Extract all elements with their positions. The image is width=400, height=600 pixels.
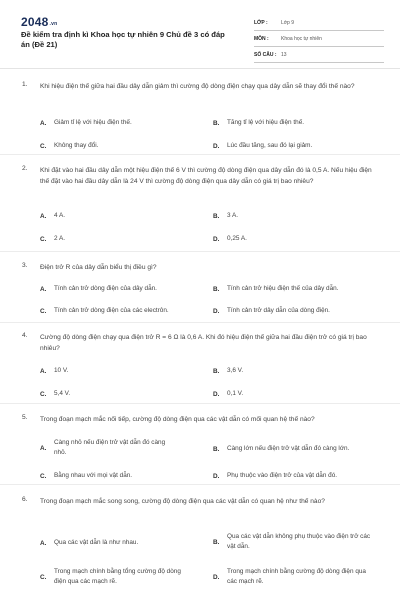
option-a[interactable] <box>40 538 208 548</box>
option-text: Tính cản trở dòng điện của các electrôn. <box>54 307 169 314</box>
option-a[interactable] <box>40 438 170 458</box>
option-text: Phụ thuộc vào điện trở của vật dẫn đó. <box>227 472 338 479</box>
question-text: Khi hiệu điện thế giữa hai đầu dây dẫn giảm thì cường độ dòng điện chạy qua dây dẫn sẽ thay đổi thế nào? <box>40 83 355 90</box>
option-letter: C. <box>40 307 47 315</box>
exam-info-panel <box>254 15 384 63</box>
option-b[interactable] <box>213 532 383 552</box>
option-d[interactable] <box>213 389 378 399</box>
option-d[interactable] <box>213 471 393 481</box>
option-a[interactable] <box>40 118 208 128</box>
header-divider <box>0 68 400 69</box>
option-letter: D. <box>213 390 220 398</box>
question-text: Trong đoạn mạch mắc song song, cường độ dòng điện qua các vật dẫn có quan hệ như thế nào? <box>40 498 325 505</box>
option-text: Càng nhỏ nếu điện trở vật dẫn đó càng nhỏ. <box>54 439 166 456</box>
option-letter: C. <box>40 235 47 243</box>
info-value: Lớp 9 <box>281 19 295 26</box>
option-text: Càng lớn nếu điện trở vật dẫn đó càng lớn. <box>227 445 350 452</box>
option-b[interactable] <box>213 366 378 376</box>
option-c[interactable] <box>40 141 208 151</box>
option-letter: C. <box>40 472 47 480</box>
option-b[interactable] <box>213 211 378 221</box>
option-d[interactable] <box>213 306 378 316</box>
question-divider <box>0 251 400 252</box>
question-number: 5. <box>22 414 28 421</box>
option-text: 5,4 V. <box>54 390 71 397</box>
option-text: 0,25 A. <box>227 235 247 242</box>
option-letter: B. <box>213 285 220 293</box>
page-header <box>0 0 400 68</box>
option-b[interactable] <box>213 444 393 454</box>
question-divider <box>0 403 400 404</box>
info-row-question-count <box>254 47 384 63</box>
option-text: 2 A. <box>54 235 66 242</box>
option-text: Lúc đầu tăng, sau đó lại giảm. <box>227 142 313 149</box>
question-text: Trong đoạn mạch mắc nối tiếp, cường độ dòng điện qua các vật dẫn có mối quan hệ thế nào? <box>40 416 315 423</box>
info-value: 13 <box>281 51 287 58</box>
option-text: Tính cản trở dòng điện của dây dẫn. <box>54 285 157 292</box>
option-text: Trong mạch chính bằng tổng cường độ dòng điện qua các mạch rẽ. <box>54 568 181 585</box>
option-letter: A. <box>40 119 47 127</box>
option-letter: A. <box>40 367 47 375</box>
option-letter: A. <box>40 444 47 452</box>
option-c[interactable] <box>40 389 208 399</box>
option-letter: A. <box>40 212 47 220</box>
info-label: SỐ CÂU : <box>254 51 277 58</box>
option-text: Qua các vật dẫn là như nhau. <box>54 539 139 546</box>
option-text: Trong mạch chính bằng cường độ dòng điện qua các mạch rẽ. <box>227 568 366 585</box>
question-text: Khi đặt vào hai đầu dây dẫn một hiệu điện thế 6 V thì cường độ dòng điện qua dây dẫn đó là 0,5 A. Nếu hiệu điện thế đặt vào hai đầu dây dẫn là 24 V thì cường độ dòng điện qua dây dẫn có giá trị bao nhiêu? <box>40 167 372 185</box>
option-a[interactable] <box>40 366 208 376</box>
option-letter: A. <box>40 285 47 293</box>
question-divider <box>0 322 400 323</box>
option-text: 3 A. <box>227 212 239 219</box>
option-letter: D. <box>213 472 220 480</box>
option-letter: A. <box>40 539 47 547</box>
option-text: 3,6 V. <box>227 367 244 374</box>
question-text: Điện trở R của dây dẫn biểu thị điều gì? <box>40 264 157 271</box>
option-text: Tính cản trở hiệu điện thế của dây dẫn. <box>227 285 339 292</box>
option-text: Tăng tỉ lệ với hiệu điện thế. <box>227 119 305 126</box>
option-c[interactable] <box>40 234 208 244</box>
info-label: MÔN : <box>254 35 269 42</box>
option-letter: D. <box>213 573 220 581</box>
option-letter: D. <box>213 307 220 315</box>
option-d[interactable] <box>213 141 378 151</box>
option-letter: B. <box>213 445 220 453</box>
option-letter: B. <box>213 119 220 127</box>
option-a[interactable] <box>40 284 208 294</box>
info-label: LỚP : <box>254 19 268 26</box>
site-logo[interactable] <box>21 15 57 29</box>
option-a[interactable] <box>40 211 208 221</box>
option-letter: D. <box>213 235 220 243</box>
option-d[interactable] <box>213 567 383 587</box>
option-d[interactable] <box>213 234 378 244</box>
option-text: 10 V. <box>54 367 69 374</box>
option-letter: B. <box>213 367 220 375</box>
logo-text: 2048 <box>21 15 49 29</box>
option-letter: D. <box>213 142 220 150</box>
question-number: 1. <box>22 81 28 88</box>
option-text: Qua các vật dẫn không phụ thuộc vào điện trở các vật dẫn. <box>227 533 371 550</box>
option-text: Giảm tỉ lệ với hiệu điện thế. <box>54 119 132 126</box>
option-text: Bằng nhau với mọi vật dẫn. <box>54 472 133 479</box>
option-letter: B. <box>213 212 220 220</box>
option-text: 0,1 V. <box>227 390 244 397</box>
question-number: 6. <box>22 496 28 503</box>
option-text: Không thay đổi. <box>54 142 99 149</box>
question-text: Cường độ dòng điện chạy qua điện trở R = 6 Ω là 0,6 A. Khi đó hiệu điện thế giữa hai đầu điện trở có giá trị bao nhiêu? <box>40 334 367 352</box>
info-row-class <box>254 15 384 31</box>
option-letter: C. <box>40 390 47 398</box>
option-b[interactable] <box>213 284 378 294</box>
option-c[interactable] <box>40 567 208 587</box>
question-divider <box>0 154 400 155</box>
question-divider <box>0 484 400 485</box>
info-value: Khoa học tự nhiên <box>281 35 322 42</box>
option-b[interactable] <box>213 118 378 128</box>
info-row-subject <box>254 31 384 47</box>
option-text: 4 A. <box>54 212 66 219</box>
option-letter: C. <box>40 142 47 150</box>
option-text: Tính cản trở dây dẫn của dòng điện. <box>227 307 330 314</box>
question-number: 4. <box>22 332 28 339</box>
option-letter: C. <box>40 573 47 581</box>
question-number: 3. <box>22 262 28 269</box>
page-title: Đề kiểm tra định kì Khoa học tự nhiên 9 Chủ đề 3 có đáp án (Đề 21) <box>21 30 225 49</box>
logo-tld: .vn <box>49 21 58 27</box>
question-number: 2. <box>22 165 28 172</box>
option-c[interactable] <box>40 306 208 316</box>
option-c[interactable] <box>40 471 208 481</box>
option-letter: B. <box>213 538 220 546</box>
